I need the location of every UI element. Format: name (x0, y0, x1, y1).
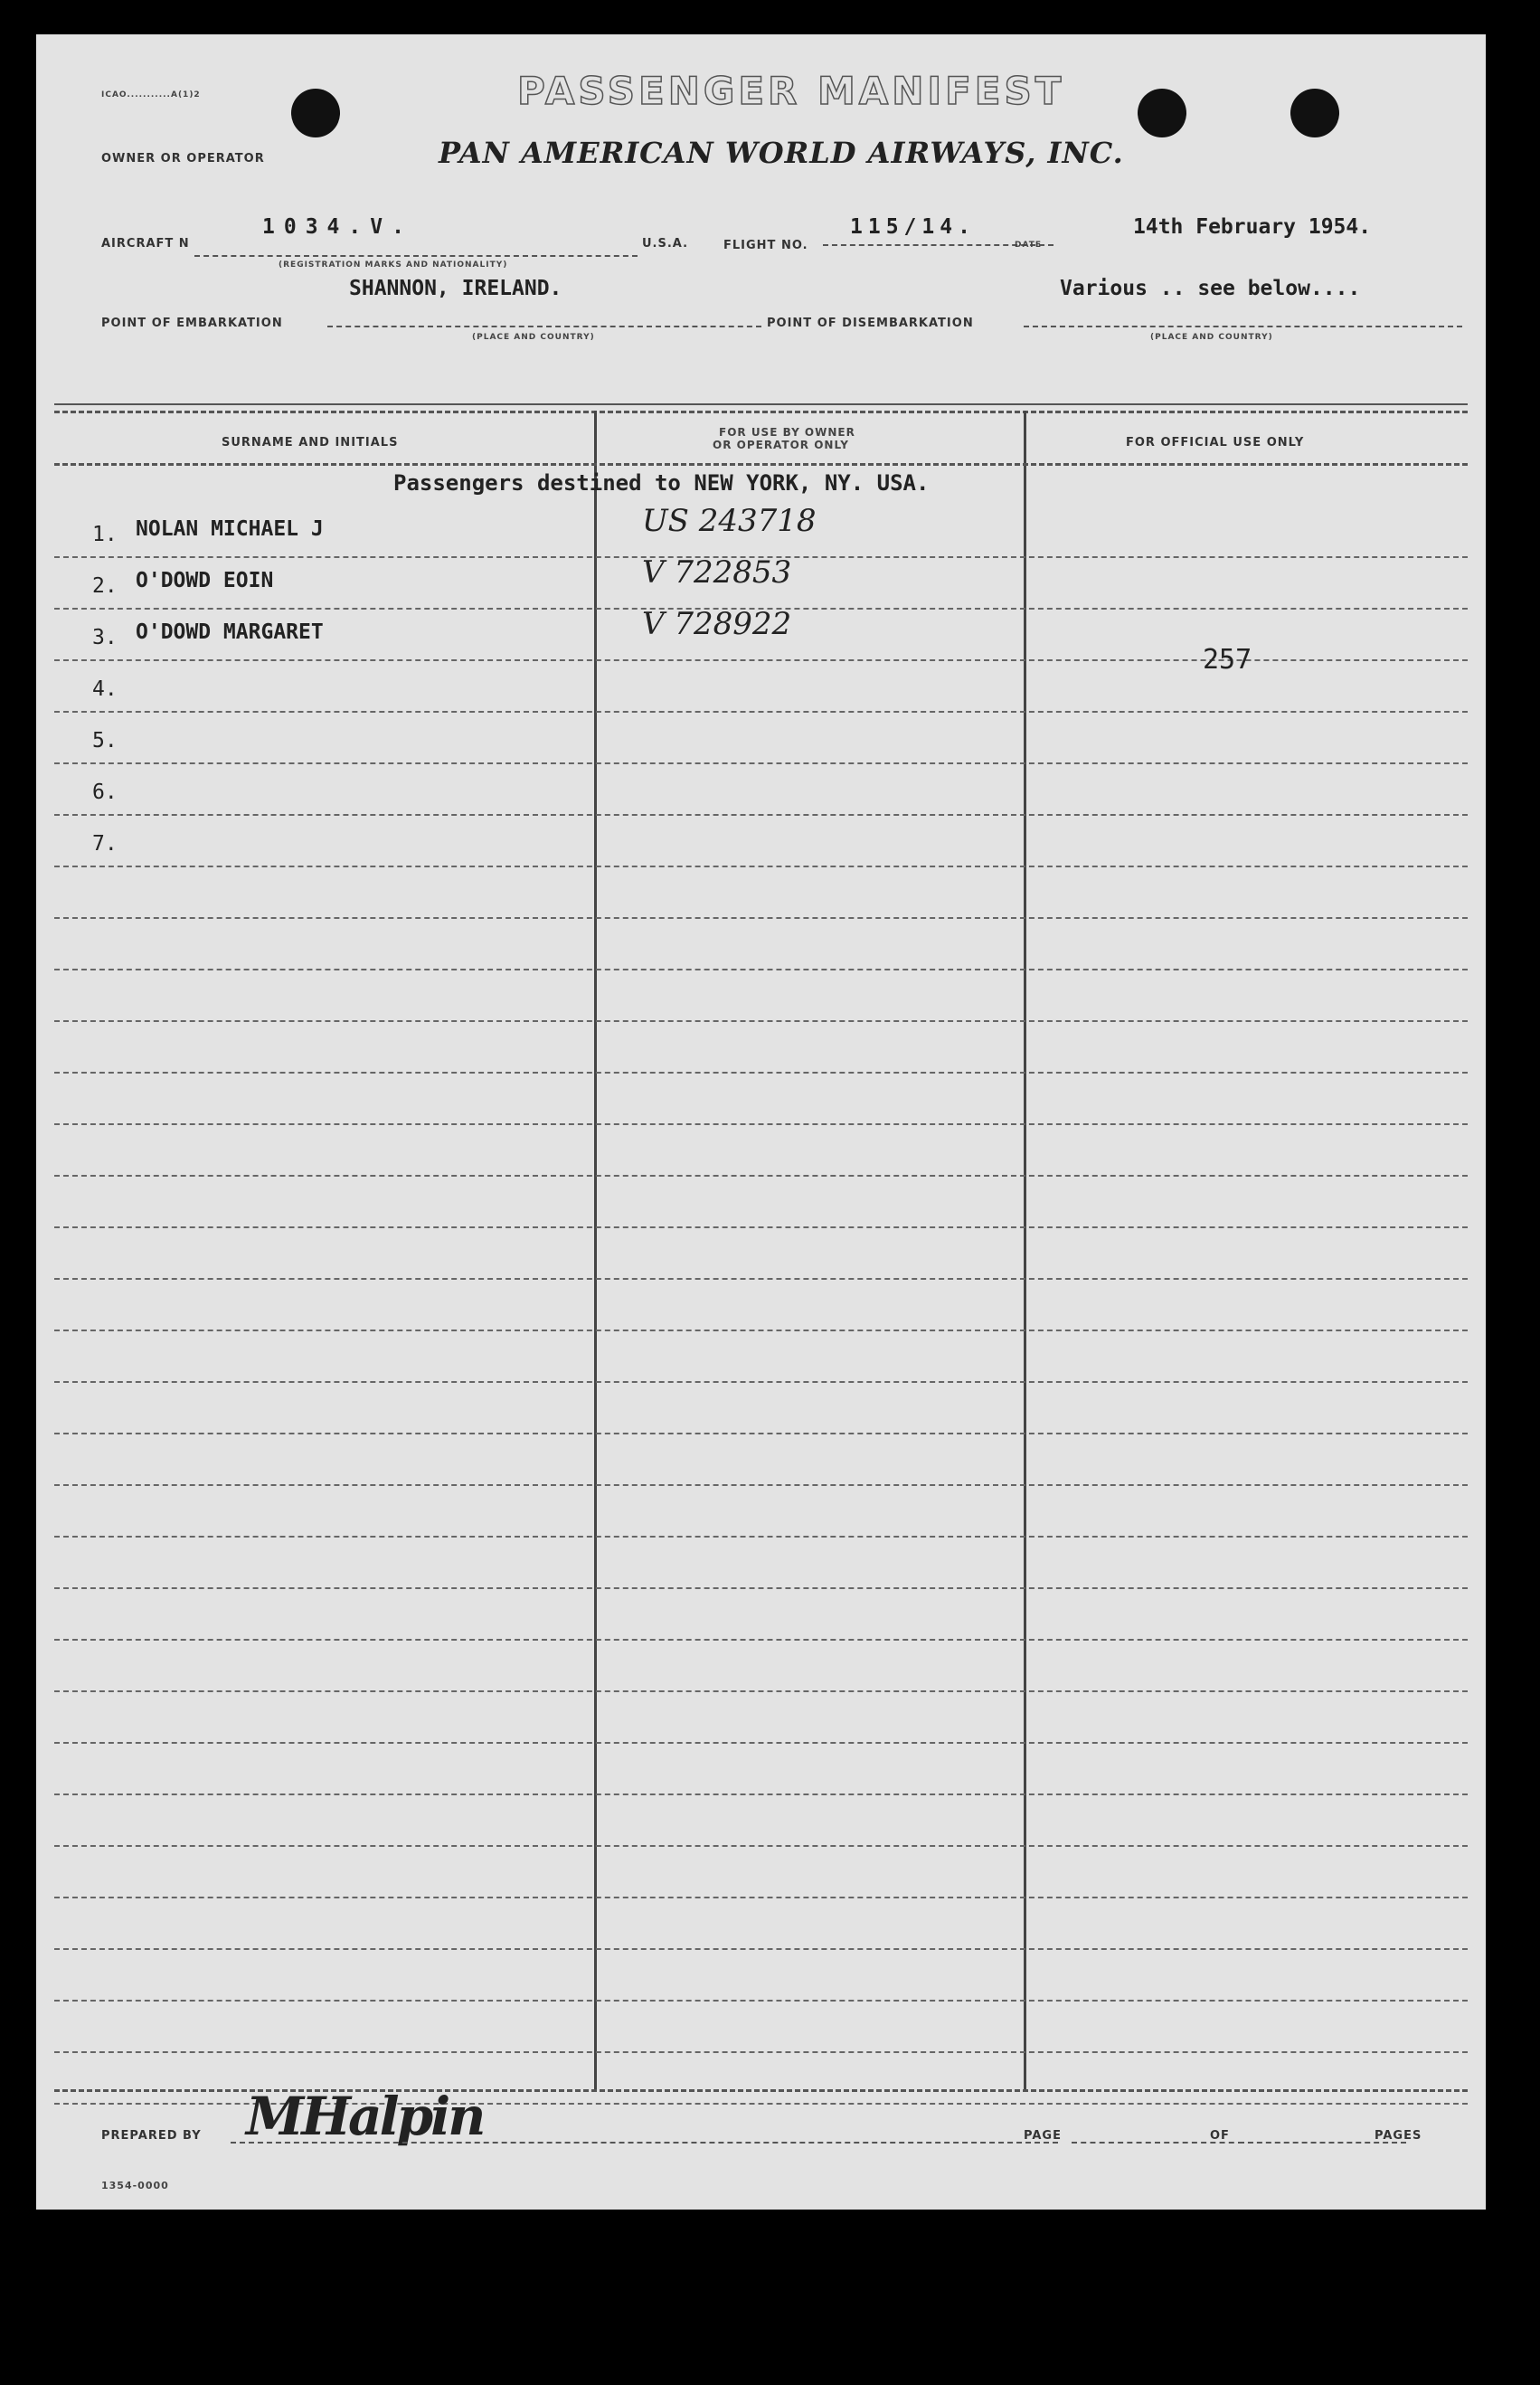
row-number: 7. (92, 832, 118, 856)
disembarkation-sub: (PLACE AND COUNTRY) (1150, 333, 1273, 342)
disembarkation-label: POINT OF DISEMBARKATION (767, 317, 974, 330)
passenger-name: NOLAN MICHAEL J (136, 517, 324, 541)
aircraft-label: AIRCRAFT N (101, 237, 190, 251)
row-number: 1. (92, 523, 118, 546)
flight-value: 115/14. (850, 215, 976, 239)
ruled-line (54, 1433, 1468, 1434)
ruled-line (54, 1793, 1468, 1795)
table-top-rule-2 (54, 411, 1468, 413)
row-number: 3. (92, 626, 118, 649)
header-surname: SURNAME AND INITIALS (222, 436, 399, 450)
ruled-line (54, 1072, 1468, 1074)
airline-name: PAN AMERICAN WORLD AIRWAYS, INC. (439, 136, 1124, 170)
prepared-label: PREPARED BY (101, 2129, 202, 2143)
row-number: 5. (92, 729, 118, 752)
header-owner-1: FOR USE BY OWNER (719, 426, 855, 439)
ruled-line (54, 711, 1468, 713)
passenger-name: O'DOWD MARGARET (136, 620, 324, 644)
disembarkation-value: Various .. see below.... (1060, 277, 1361, 300)
pages-label: PAGES (1375, 2129, 1422, 2143)
page-title: PASSENGER MANIFEST (517, 69, 1065, 113)
column-divider-2 (1024, 411, 1026, 2089)
passport-number: US 243718 (642, 503, 817, 539)
ruled-line (54, 1226, 1468, 1228)
aircraft-sub: (REGISTRATION MARKS AND NATIONALITY) (279, 260, 508, 270)
ruled-line (54, 1278, 1468, 1280)
ruled-line (54, 2000, 1468, 2002)
ruled-line (54, 608, 1468, 610)
usa-label: U.S.A. (642, 237, 689, 251)
icao-code: ICAO...........A(1)2 (101, 90, 201, 99)
ruled-line (54, 2051, 1468, 2053)
ruled-line (54, 1845, 1468, 1847)
flight-label: FLIGHT NO. (723, 239, 808, 252)
ruled-line (54, 659, 1468, 661)
owner-label: OWNER OR OPERATOR (101, 152, 265, 166)
row-number: 6. (92, 781, 118, 804)
destination-note: Passengers destined to NEW YORK, NY. USA. (393, 470, 930, 496)
signature: MHalpin (246, 2086, 484, 2147)
page-label: PAGE (1024, 2129, 1062, 2143)
date-label: DATE (1015, 241, 1043, 250)
punch-hole-right (1290, 89, 1339, 137)
ruled-line (54, 1123, 1468, 1125)
prepared-line (231, 2142, 1058, 2144)
row-number: 2. (92, 574, 118, 598)
disembarkation-line (1024, 326, 1462, 327)
embarkation-sub: (PLACE AND COUNTRY) (472, 333, 595, 342)
manifest-sheet (36, 34, 1486, 2210)
punch-hole-left (291, 89, 340, 137)
of-label: OF (1210, 2129, 1230, 2143)
ruled-line (54, 1484, 1468, 1486)
official-note: 257 (1203, 644, 1252, 676)
ruled-line (54, 1330, 1468, 1331)
ruled-line (54, 814, 1468, 816)
embarkation-value: SHANNON, IRELAND. (349, 277, 562, 300)
table-top-rule (54, 403, 1468, 405)
aircraft-line (194, 255, 638, 257)
aircraft-value: 1034.V. (262, 215, 413, 239)
ruled-line (54, 1381, 1468, 1383)
ruled-line (54, 1742, 1468, 1744)
ruled-line (54, 1536, 1468, 1538)
embarkation-label: POINT OF EMBARKATION (101, 317, 283, 330)
passenger-name: O'DOWD EOIN (136, 569, 274, 592)
row-number: 4. (92, 677, 118, 701)
form-number: 1354-0000 (101, 2180, 169, 2191)
ruled-line (54, 1175, 1468, 1177)
punch-hole-center (1138, 89, 1186, 137)
passport-number: V 722853 (642, 554, 792, 591)
header-rule (54, 463, 1468, 466)
ruled-line (54, 866, 1468, 867)
header-owner-2: OR OPERATOR ONLY (713, 439, 849, 451)
ruled-line (54, 762, 1468, 764)
ruled-line (54, 1948, 1468, 1950)
ruled-line (54, 556, 1468, 558)
embarkation-line (327, 326, 761, 327)
ruled-line (54, 1690, 1468, 1692)
ruled-line (54, 917, 1468, 919)
header-official: FOR OFFICIAL USE ONLY (1126, 436, 1305, 450)
ruled-line (54, 1587, 1468, 1589)
ruled-line (54, 969, 1468, 970)
ruled-line (54, 1639, 1468, 1641)
ruled-line (54, 1020, 1468, 1022)
column-divider-1 (594, 411, 597, 2089)
passport-number: V 728922 (642, 606, 792, 642)
ruled-line (54, 1897, 1468, 1898)
date-value: 14th February 1954. (1133, 215, 1372, 239)
